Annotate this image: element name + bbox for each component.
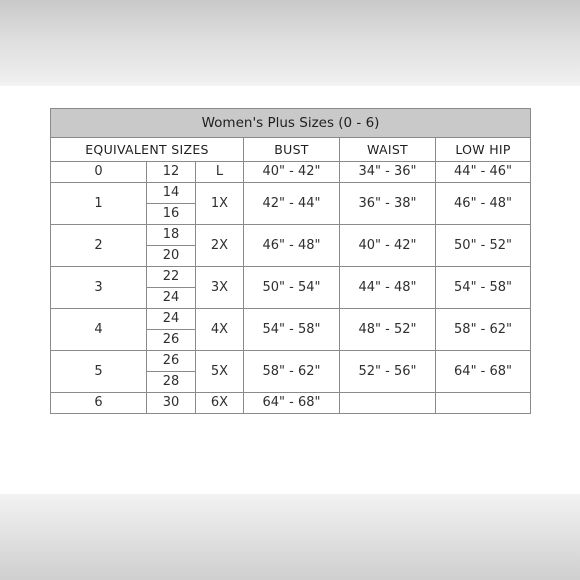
size-cell: 3 (51, 267, 147, 309)
numeric-size-cell: 24 (147, 288, 196, 309)
bottom-fade (0, 494, 580, 580)
numeric-size-cell: 30 (147, 393, 196, 414)
letter-size-cell: 5X (196, 351, 244, 393)
waist-cell: 48" - 52" (340, 309, 436, 351)
numeric-size-cell: 18 (147, 225, 196, 246)
bust-cell: 64" - 68" (244, 393, 340, 414)
numeric-size-cell: 26 (147, 330, 196, 351)
numeric-size-cell: 24 (147, 309, 196, 330)
numeric-size-cell: 26 (147, 351, 196, 372)
letter-size-cell: L (196, 162, 244, 183)
numeric-size-cell: 14 (147, 183, 196, 204)
letter-size-cell: 3X (196, 267, 244, 309)
numeric-size-cell: 16 (147, 204, 196, 225)
numeric-size-cell: 12 (147, 162, 196, 183)
waist-cell: 40" - 42" (340, 225, 436, 267)
size-cell: 2 (51, 225, 147, 267)
size-cell: 5 (51, 351, 147, 393)
size-cell: 0 (51, 162, 147, 183)
numeric-size-cell: 22 (147, 267, 196, 288)
numeric-size-cell: 28 (147, 372, 196, 393)
low-hip-cell: 44" - 46" (436, 162, 531, 183)
numeric-size-cell: 20 (147, 246, 196, 267)
size-cell: 6 (51, 393, 147, 414)
chart-title: Women's Plus Sizes (0 - 6) (51, 109, 531, 138)
waist-cell: 34" - 36" (340, 162, 436, 183)
header-low-hip: LOW HIP (436, 138, 531, 162)
bust-cell: 58" - 62" (244, 351, 340, 393)
table-row (51, 393, 531, 414)
waist-cell: 44" - 48" (340, 267, 436, 309)
low-hip-cell: 46" - 48" (436, 183, 531, 225)
waist-cell: 52" - 56" (340, 351, 436, 393)
size-cell: 1 (51, 183, 147, 225)
letter-size-cell: 6X (196, 393, 244, 414)
header-equivalent-sizes: EQUIVALENT SIZES (51, 138, 244, 162)
low-hip-cell (436, 393, 531, 414)
table-row (51, 162, 531, 183)
waist-cell: 36" - 38" (340, 183, 436, 225)
table-row (51, 267, 531, 288)
size-chart-table (50, 108, 531, 414)
waist-cell (340, 393, 436, 414)
size-cell: 4 (51, 309, 147, 351)
low-hip-cell: 54" - 58" (436, 267, 531, 309)
bust-cell: 46" - 48" (244, 225, 340, 267)
low-hip-cell: 50" - 52" (436, 225, 531, 267)
header-bust: BUST (244, 138, 340, 162)
bust-cell: 54" - 58" (244, 309, 340, 351)
header-waist: WAIST (340, 138, 436, 162)
letter-size-cell: 4X (196, 309, 244, 351)
table-row (51, 225, 531, 246)
bust-cell: 50" - 54" (244, 267, 340, 309)
bust-cell: 42" - 44" (244, 183, 340, 225)
bust-cell: 40" - 42" (244, 162, 340, 183)
low-hip-cell: 64" - 68" (436, 351, 531, 393)
table-row (51, 309, 531, 330)
table-row (51, 183, 531, 204)
letter-size-cell: 1X (196, 183, 244, 225)
low-hip-cell: 58" - 62" (436, 309, 531, 351)
table-row (51, 351, 531, 372)
letter-size-cell: 2X (196, 225, 244, 267)
